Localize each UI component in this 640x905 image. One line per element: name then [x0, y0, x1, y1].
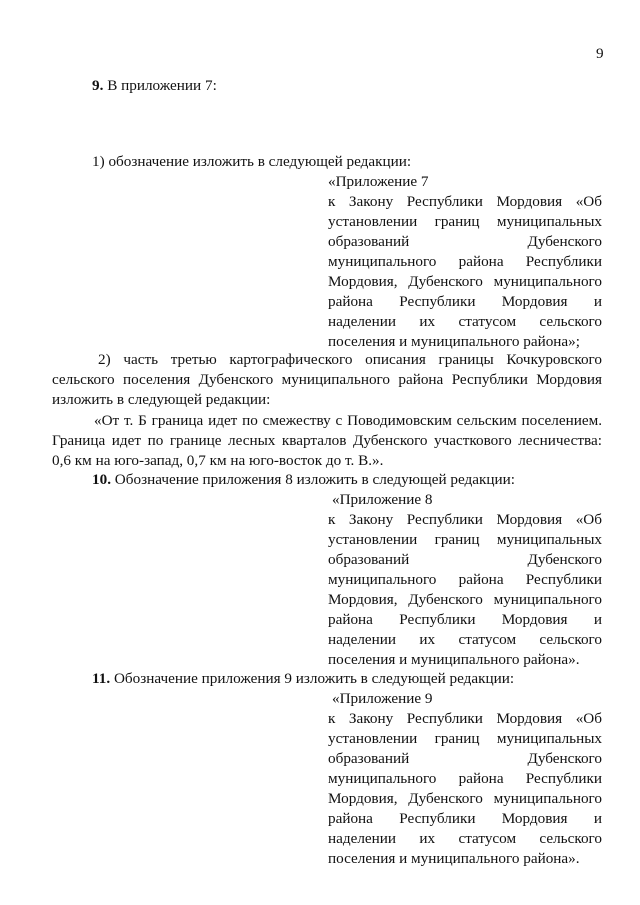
appendix-9-line: к Закону Республики Мордовия «Об — [328, 710, 602, 727]
appendix-9-line: установлении границ муниципальных — [328, 730, 602, 747]
item-9-subitem-2-line: 2) часть третью картографического описания границы Кочкуровского — [98, 351, 602, 368]
item-9-text: В приложении 7: — [103, 77, 217, 94]
item-9-subitem-2-line: сельского поселения Дубенского муниципального района Республики Мордовия — [52, 371, 602, 388]
appendix-8-line: района Республики Мордовия и — [328, 611, 602, 628]
item-10-heading — [92, 470, 515, 490]
appendix-9-line: поселения и муниципального района». — [328, 850, 580, 867]
page-number: 9 — [596, 45, 604, 62]
item-9-subitem-2-line: изложить в следующей редакции: — [52, 391, 271, 408]
appendix-7-line: поселения и муниципального района»; — [328, 333, 580, 350]
appendix-7-line: к Закону Республики Мордовия «Об — [328, 193, 602, 210]
item-9-subitem-1: 1) обозначение изложить в следующей редакции: — [92, 153, 412, 170]
appendix-8-line: Мордовия, Дубенского муниципального — [328, 591, 602, 608]
item-11-heading — [92, 669, 514, 689]
appendix-9-line: «Приложение 9 — [332, 690, 433, 707]
appendix-9-line: Мордовия, Дубенского муниципального — [328, 790, 602, 807]
appendix-7-line: наделении их статусом сельского — [328, 313, 602, 330]
appendix-7-block — [328, 172, 602, 352]
appendix-7-line: муниципального района Республики — [328, 253, 602, 270]
appendix-7-line: Мордовия, Дубенского муниципального — [328, 273, 602, 290]
item-11-number: 11. — [92, 670, 111, 687]
appendix-8-line: образований Дубенского — [328, 551, 602, 568]
item-9-heading — [92, 76, 217, 96]
appendix-7-line: установлении границ муниципальных — [328, 213, 602, 230]
quote-line: Граница идет по границе лесных кварталов Дубенского участкового лесничества: — [52, 432, 602, 449]
appendix-8-block — [328, 490, 602, 670]
appendix-9-line: образований Дубенского — [328, 750, 602, 767]
appendix-8-line: муниципального района Республики — [328, 571, 602, 588]
appendix-7-line: образований Дубенского — [328, 233, 602, 250]
item-11-text: Обозначение приложения 9 изложить в следующей редакции: — [110, 670, 515, 687]
appendix-8-line: наделении их статусом сельского — [328, 631, 602, 648]
appendix-7-line: «Приложение 7 — [328, 173, 429, 190]
appendix-7-line: района Республики Мордовия и — [328, 293, 602, 310]
appendix-8-line: поселения и муниципального района». — [328, 651, 580, 668]
quote-line: «От т. Б граница идет по смежеству с Поводимовским сельским поселением. — [94, 412, 602, 429]
appendix-8-line: «Приложение 8 — [332, 491, 433, 508]
appendix-8-line: установлении границ муниципальных — [328, 531, 602, 548]
item-10-number: 10. — [92, 471, 111, 488]
appendix-9-block — [328, 689, 602, 869]
appendix-9-line: муниципального района Республики — [328, 770, 602, 787]
item-9-number: 9. — [92, 77, 104, 94]
appendix-9-line: наделении их статусом сельского — [328, 830, 602, 847]
item-10-text: Обозначение приложения 8 изложить в следующей редакции: — [110, 471, 515, 488]
quote-line: 0,6 км на юго-запад, 0,7 км на юго-восток до т. В.». — [52, 452, 384, 469]
appendix-9-line: района Республики Мордовия и — [328, 810, 602, 827]
appendix-8-line: к Закону Республики Мордовия «Об — [328, 511, 602, 528]
